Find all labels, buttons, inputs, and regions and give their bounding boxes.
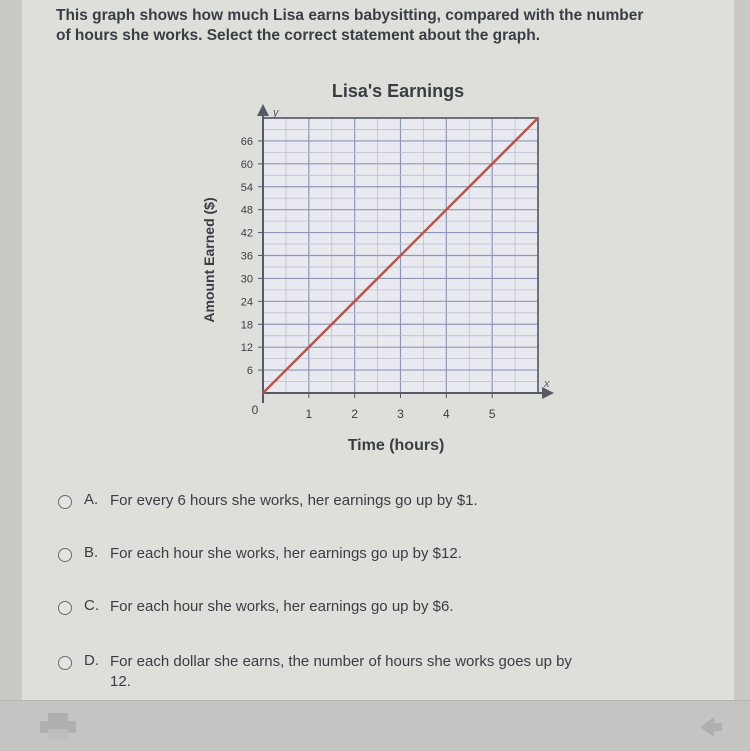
origin-label: 0 [251,403,259,417]
y-tick-label: 48 [240,204,253,217]
bottom-toolbar [0,700,750,751]
answer-text: For each hour she works, her earnings go up by $6. [110,598,454,615]
question-line-2: of hours she works. Select the correct statement about the graph. [56,27,541,44]
y-tick-label: 36 [240,250,253,263]
y-tick-label: 12 [240,342,253,355]
radio-button-c[interactable] [58,601,72,615]
question-line-1: This graph shows how much Lisa earns babysitting, compared with the number [56,7,644,24]
x-tick-label: 5 [488,407,496,421]
print-icon[interactable] [38,711,78,741]
answer-letter: B. [84,544,99,561]
radio-button-b[interactable] [58,548,72,562]
answer-text: For every 6 hours she works, her earnings go up by $1. [110,492,478,509]
y-tick-label: 42 [240,227,253,240]
y-tick-label: 54 [240,181,253,194]
y-tick-label: 6 [246,365,253,378]
answer-text: For each hour she works, her earnings go up by $12. [110,545,462,562]
answer-option-d[interactable] [58,652,698,696]
y-tick-label: 18 [240,319,253,332]
x-tick-label: 1 [305,407,313,421]
plot-area [241,104,554,421]
answer-option-c[interactable] [58,597,698,623]
x-tick-label: 3 [397,407,404,421]
y-tick-label: 60 [240,158,253,171]
x-axis-title: Time (hours) [347,437,445,454]
chart-title: Lisa's Earnings [331,81,465,101]
y-tick-label: 66 [240,135,253,148]
answer-letter: D. [84,652,99,669]
x-tick-label: 4 [442,407,450,421]
y-tick-label: 30 [240,273,253,286]
y-axis-arrow [257,104,269,116]
answer-option-a[interactable] [58,491,698,517]
x-axis-letter: x [544,378,550,390]
x-tick-label: 2 [351,407,359,421]
y-axis-letter: y [273,107,279,119]
answer-text-line-1: For each dollar she earns, the number of hours she works goes up by [110,653,572,670]
answer-letter: C. [84,597,99,614]
arrow-icon[interactable] [698,715,724,739]
y-tick-label: 24 [240,296,253,309]
answer-text [110,652,572,692]
y-axis-title: Amount Earned ($) [201,197,217,323]
answer-letter: A. [84,491,99,508]
radio-button-a[interactable] [58,495,72,509]
radio-button-d[interactable] [58,656,72,670]
answer-text-line-2: 12. [110,673,131,690]
answer-option-b[interactable] [58,544,698,570]
